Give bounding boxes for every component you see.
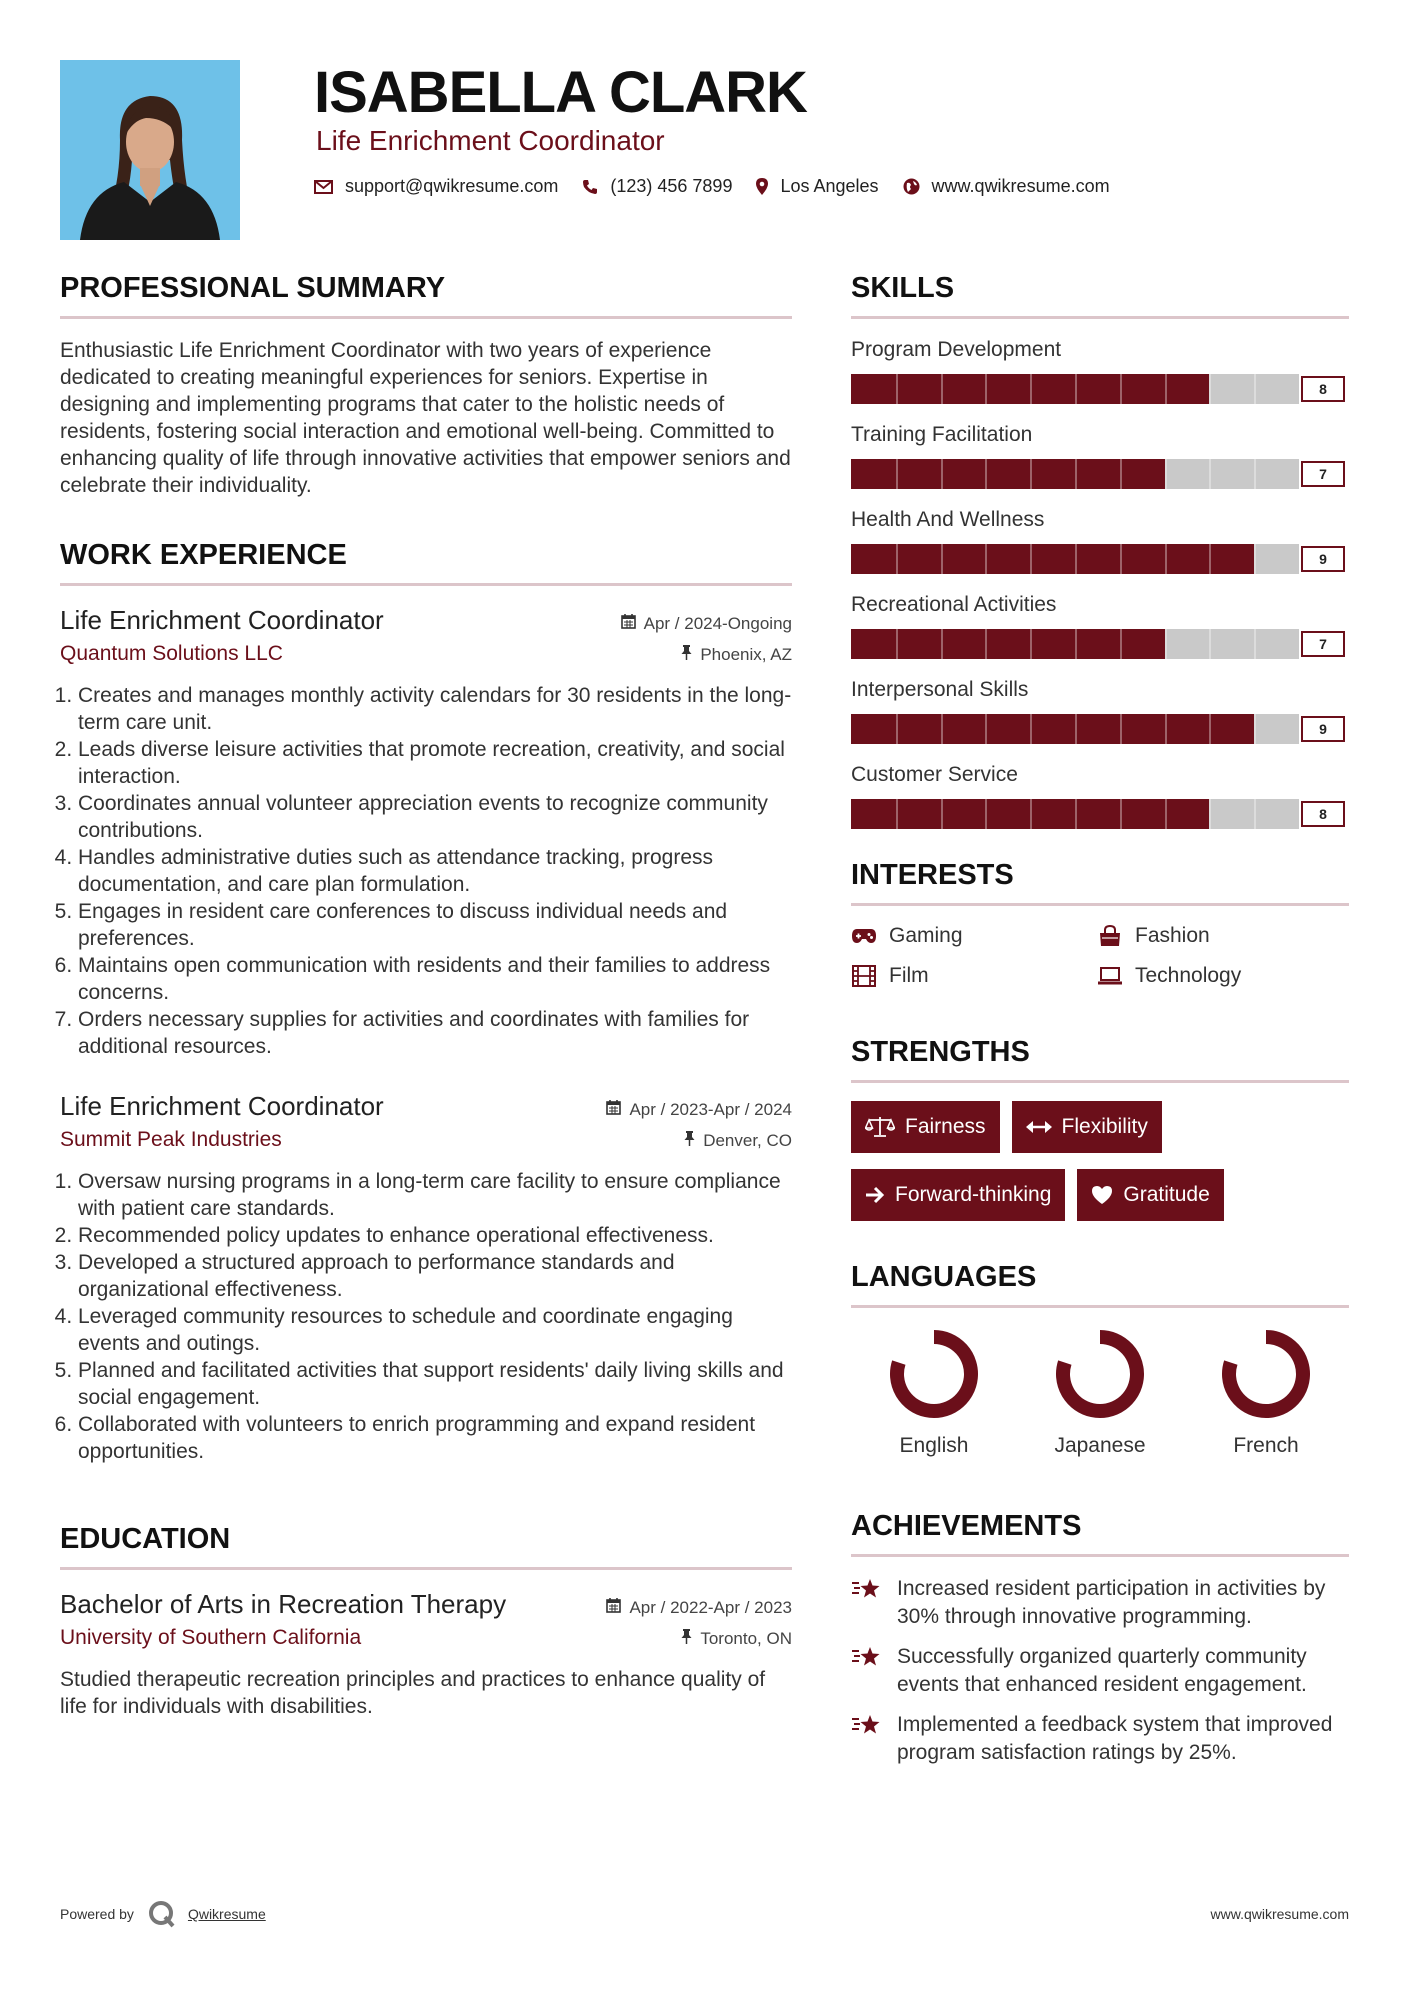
achievement-item [851,1643,1349,1699]
skill-level-bar [851,459,1299,489]
qwikresume-link[interactable]: Qwikresume [187,1906,266,1922]
profile-photo [60,60,240,240]
language-item [851,1326,1017,1458]
skill-bar-segment-divider [1209,459,1211,489]
education-title: EDUCATION [60,1523,231,1555]
skill-bar-segment-divider [985,544,987,574]
skill-score: 7 [1301,461,1345,487]
achievement-text: Implemented a feedback system that improved program satisfaction ratings by 25%. [897,1713,1333,1764]
skill-bar-segment-divider [1030,459,1032,489]
skill-level-bar [851,714,1299,744]
duty-list [60,1168,792,1465]
section-divider [851,1554,1349,1557]
job-entry [60,604,792,1060]
skill-bar-row [851,374,1349,404]
skill-bar-segment-divider [1030,374,1032,404]
skill-bar-segment-divider [985,714,987,744]
achievement-text: Increased resident participation in activities by 30% through innovative programming. [897,1577,1326,1628]
skill-bar-segment-divider [1075,544,1077,574]
skill-bar-segment-divider [1209,714,1211,744]
interests-section [851,857,1349,988]
job-date-text: Apr / 2024-Ongoing [643,613,792,633]
skill-bar-segment-divider [1075,374,1077,404]
skill-bar-segment-divider [941,544,943,574]
education-description: Studied therapeutic recreation principles and practices to enhance quality of life for individuals with disabilities. [60,1668,766,1718]
skill-score: 8 [1301,376,1345,402]
job-entry [60,1090,792,1465]
language-name: English [899,1434,969,1457]
contact-bar [314,176,1134,197]
skill-level-fill [851,714,1254,744]
job-date [606,1100,792,1120]
summary-text: Enthusiastic Life Enrichment Coordinator with two years of experience dedicated to creating meaningful experiences for seniors. Expertise in designing and implementing programs that cater to the holistic needs of residents, fostering social interaction and emotional well-being. Committed to enhancing quality of life through innovative activities that empower seniors and celebrate their individuality. [60,339,791,497]
contact-email[interactable]: support@qwikresume.com [345,176,559,196]
job-title: Life Enrichment Coordinator [60,605,384,635]
company-name: Quantum Solutions LLC [60,642,283,665]
envelope-icon [314,180,333,194]
film-icon [851,965,877,987]
job-location [684,1131,792,1151]
section-divider [851,1305,1349,1308]
duty-item: 3. Developed a structured approach to performance standards and organizational effectiveness. [78,1249,792,1303]
skill-level-bar [851,629,1299,659]
strengths-title: STRENGTHS [851,1036,1030,1068]
skill-level-fill [851,629,1165,659]
skill-item [851,762,1349,829]
interests-grid [851,924,1349,988]
skill-bar-segment-divider [896,629,898,659]
strength-label: Flexibility [1061,1115,1148,1138]
strength-tag [1077,1169,1223,1221]
strengths-list [851,1101,1349,1221]
achievements-title: ACHIEVEMENTS [851,1510,1082,1542]
skill-bar-segment-divider [985,374,987,404]
duty-item: 2. Leads diverse leisure activities that promote recreation, creativity, and social interaction. [78,736,792,790]
pushpin-icon [681,645,692,664]
experience-title: WORK EXPERIENCE [60,539,347,571]
skill-bar-segment-divider [941,799,943,829]
skill-name: Customer Service [851,763,1018,786]
strengths-section [851,1034,1349,1221]
duty-item: 4. Leveraged community resources to schedule and coordinate engaging events and outings. [78,1303,792,1357]
heart-icon [1091,1185,1113,1205]
skill-bar-segment-divider [1165,374,1167,404]
skill-bar-segment-divider [1254,714,1256,744]
skill-name: Health And Wellness [851,508,1045,531]
skill-bar-segment-divider [1030,714,1032,744]
skill-bar-segment-divider [985,459,987,489]
skill-level-fill [851,459,1165,489]
language-name: French [1233,1434,1299,1457]
achievements-section [851,1508,1349,1767]
skill-bar-segment-divider [1165,459,1167,489]
interest-label: Technology [1135,964,1242,987]
education-date-text: Apr / 2022-Apr / 2023 [629,1597,792,1617]
skills-title: SKILLS [851,272,955,304]
skill-bar-segment-divider [1120,629,1122,659]
section-divider [851,316,1349,319]
skill-bar-row [851,799,1349,829]
skill-bar-row [851,544,1349,574]
skill-bar-segment-divider [985,799,987,829]
skill-level-bar [851,544,1299,574]
left-column [60,270,792,1720]
duty-item: 5. Planned and facilitated activities that support residents' daily living skills and social engagement. [78,1357,792,1411]
contact-phone[interactable]: (123) 456 7899 [610,176,733,196]
skill-bar-segment-divider [896,374,898,404]
skill-item [851,592,1349,659]
skill-bar-segment-divider [1030,544,1032,574]
skill-bar-segment-divider [1075,459,1077,489]
skill-bar-row [851,459,1349,489]
skill-bar-segment-divider [1120,459,1122,489]
skill-bar-segment-divider [1120,799,1122,829]
skill-bar-segment-divider [896,459,898,489]
footer-url[interactable]: www.qwikresume.com [1210,1906,1349,1922]
skill-name: Interpersonal Skills [851,678,1029,701]
experience-section [60,537,792,1465]
section-divider [60,1567,792,1570]
achievement-item [851,1575,1349,1631]
skill-bar-segment-divider [1120,374,1122,404]
skill-bar-row [851,629,1349,659]
skill-bar-segment-divider [896,544,898,574]
skill-bar-segment-divider [1030,799,1032,829]
skill-bar-segment-divider [1075,629,1077,659]
job-title: Life Enrichment Coordinator [60,1091,384,1121]
duty-item: 6. Maintains open communication with residents and their families to address concerns. [78,952,792,1006]
summary-section [60,270,792,499]
education-location-text: Toronto, ON [700,1628,792,1648]
globe-icon [903,178,920,195]
contact-website[interactable]: www.qwikresume.com [931,176,1110,196]
skill-bar-segment-divider [941,714,943,744]
job-date [621,614,792,634]
skill-bar-segment-divider [1254,459,1256,489]
skill-level-bar [851,374,1299,404]
skill-name: Training Facilitation [851,423,1033,446]
strength-label: Gratitude [1123,1183,1210,1206]
skill-bar-segment-divider [1209,799,1211,829]
skill-bar-segment-divider [1165,629,1167,659]
contact-location: Los Angeles [780,176,879,196]
job-date-text: Apr / 2023-Apr / 2024 [629,1099,792,1119]
skill-bar-segment-divider [1209,374,1211,404]
languages-section [851,1259,1349,1458]
skill-bar-segment-divider [985,629,987,659]
job-location-text: Phoenix, AZ [700,644,792,664]
calendar-icon [606,1598,621,1617]
skill-bar-segment-divider [1209,544,1211,574]
skill-score: 9 [1301,716,1345,742]
laptop-icon [1097,967,1123,985]
education-location [681,1629,792,1649]
skill-bar-segment-divider [1254,374,1256,404]
skill-score: 7 [1301,631,1345,657]
language-item [1183,1326,1349,1458]
summary-title: PROFESSIONAL SUMMARY [60,272,446,304]
candidate-name: ISABELLA CLARK [314,60,807,125]
skill-bar-segment-divider [896,714,898,744]
interest-label: Fashion [1135,924,1210,947]
shopping-bag-icon [1097,925,1123,947]
language-level-ring [1218,1326,1314,1422]
interest-item [851,924,1097,948]
balance-scale-icon [865,1116,895,1138]
skills-list [851,337,1349,829]
profile-photo-image [60,60,240,240]
skill-bar-segment-divider [1254,799,1256,829]
powered-by-label: Powered by [60,1906,134,1922]
duty-item: 2. Recommended policy updates to enhance operational effectiveness. [78,1222,792,1249]
duty-item: 6. Collaborated with volunteers to enrich programming and expand resident opportunities. [78,1411,792,1465]
duty-item: 3. Coordinates annual volunteer appreciation events to recognize community contributions. [78,790,792,844]
pushpin-icon [684,1131,695,1150]
skill-score: 8 [1301,801,1345,827]
duty-item: 4. Handles administrative duties such as attendance tracking, progress documentation, and care plan formulation. [78,844,792,898]
job-location [681,645,792,665]
education-section [60,1521,792,1720]
skill-bar-segment-divider [1120,544,1122,574]
skill-bar-row [851,714,1349,744]
interests-title: INTERESTS [851,859,1014,891]
section-divider [60,583,792,586]
interest-label: Gaming [889,924,963,947]
school-name: University of Southern California [60,1626,362,1649]
skill-score: 9 [1301,546,1345,572]
skill-bar-segment-divider [1075,799,1077,829]
language-level-ring [1052,1326,1148,1422]
degree-title: Bachelor of Arts in Recreation Therapy [60,1589,507,1619]
skills-section [851,270,1349,829]
education-date [606,1598,792,1618]
shooting-star-icon [851,1643,883,1699]
qwikresume-logo-icon [148,1900,176,1928]
skill-bar-segment-divider [1030,629,1032,659]
section-divider [851,903,1349,906]
duty-item: 7. Orders necessary supplies for activities and coordinates with families for additional resources. [78,1006,792,1060]
duty-list [60,682,792,1060]
skill-bar-segment-divider [1254,629,1256,659]
gamepad-icon [851,928,877,944]
skill-bar-segment-divider [941,374,943,404]
language-item [1017,1326,1183,1458]
candidate-role: Life Enrichment Coordinator [316,125,665,156]
duty-item: 1. Creates and manages monthly activity calendars for 30 residents in the long-term care unit. [78,682,792,736]
strength-label: Fairness [905,1115,986,1138]
skill-item [851,507,1349,574]
skill-bar-segment-divider [1075,714,1077,744]
skill-level-fill [851,544,1254,574]
pushpin-icon [681,1629,692,1648]
shooting-star-icon [851,1711,883,1767]
skill-name: Program Development [851,338,1062,361]
achievement-text: Successfully organized quarterly community events that enhanced resident engagement. [897,1645,1307,1696]
shooting-star-icon [851,1575,883,1631]
skill-name: Recreational Activities [851,593,1057,616]
skill-item [851,422,1349,489]
footer-powered-by [60,1900,266,1928]
interest-item [1097,924,1343,948]
language-level-ring [886,1326,982,1422]
strength-label: Forward-thinking [895,1183,1052,1206]
skill-bar-segment-divider [1165,799,1167,829]
skill-item [851,677,1349,744]
arrows-horizontal-icon [1026,1120,1052,1134]
skill-bar-segment-divider [941,629,943,659]
duty-item: 5. Engages in resident care conferences to discuss individual needs and preferences. [78,898,792,952]
interest-item [851,964,1097,988]
skill-bar-segment-divider [1209,629,1211,659]
right-column [851,270,1349,1779]
arrow-right-icon [865,1186,885,1204]
company-name: Summit Peak Industries [60,1128,282,1151]
language-name: Japanese [1054,1434,1146,1457]
skill-item [851,337,1349,404]
skill-bar-segment-divider [941,459,943,489]
phone-icon [582,179,598,195]
calendar-icon [606,1100,621,1119]
languages-title: LANGUAGES [851,1261,1037,1293]
section-divider [851,1080,1349,1083]
section-divider [60,316,792,319]
skill-bar-segment-divider [1165,544,1167,574]
skill-bar-segment-divider [896,799,898,829]
map-pin-icon [756,178,768,195]
languages-list [851,1326,1349,1458]
interest-item [1097,964,1343,988]
skill-bar-segment-divider [1165,714,1167,744]
achievement-item [851,1711,1349,1767]
skill-bar-segment-divider [1254,544,1256,574]
skill-level-bar [851,799,1299,829]
strength-tag [1012,1101,1162,1153]
calendar-icon [621,614,636,633]
skill-bar-segment-divider [1120,714,1122,744]
interest-label: Film [889,964,929,987]
strength-tag [851,1101,1000,1153]
job-location-text: Denver, CO [703,1130,792,1150]
duty-item: 1. Oversaw nursing programs in a long-term care facility to ensure compliance with patient care standards. [78,1168,792,1222]
strength-tag [851,1169,1065,1221]
